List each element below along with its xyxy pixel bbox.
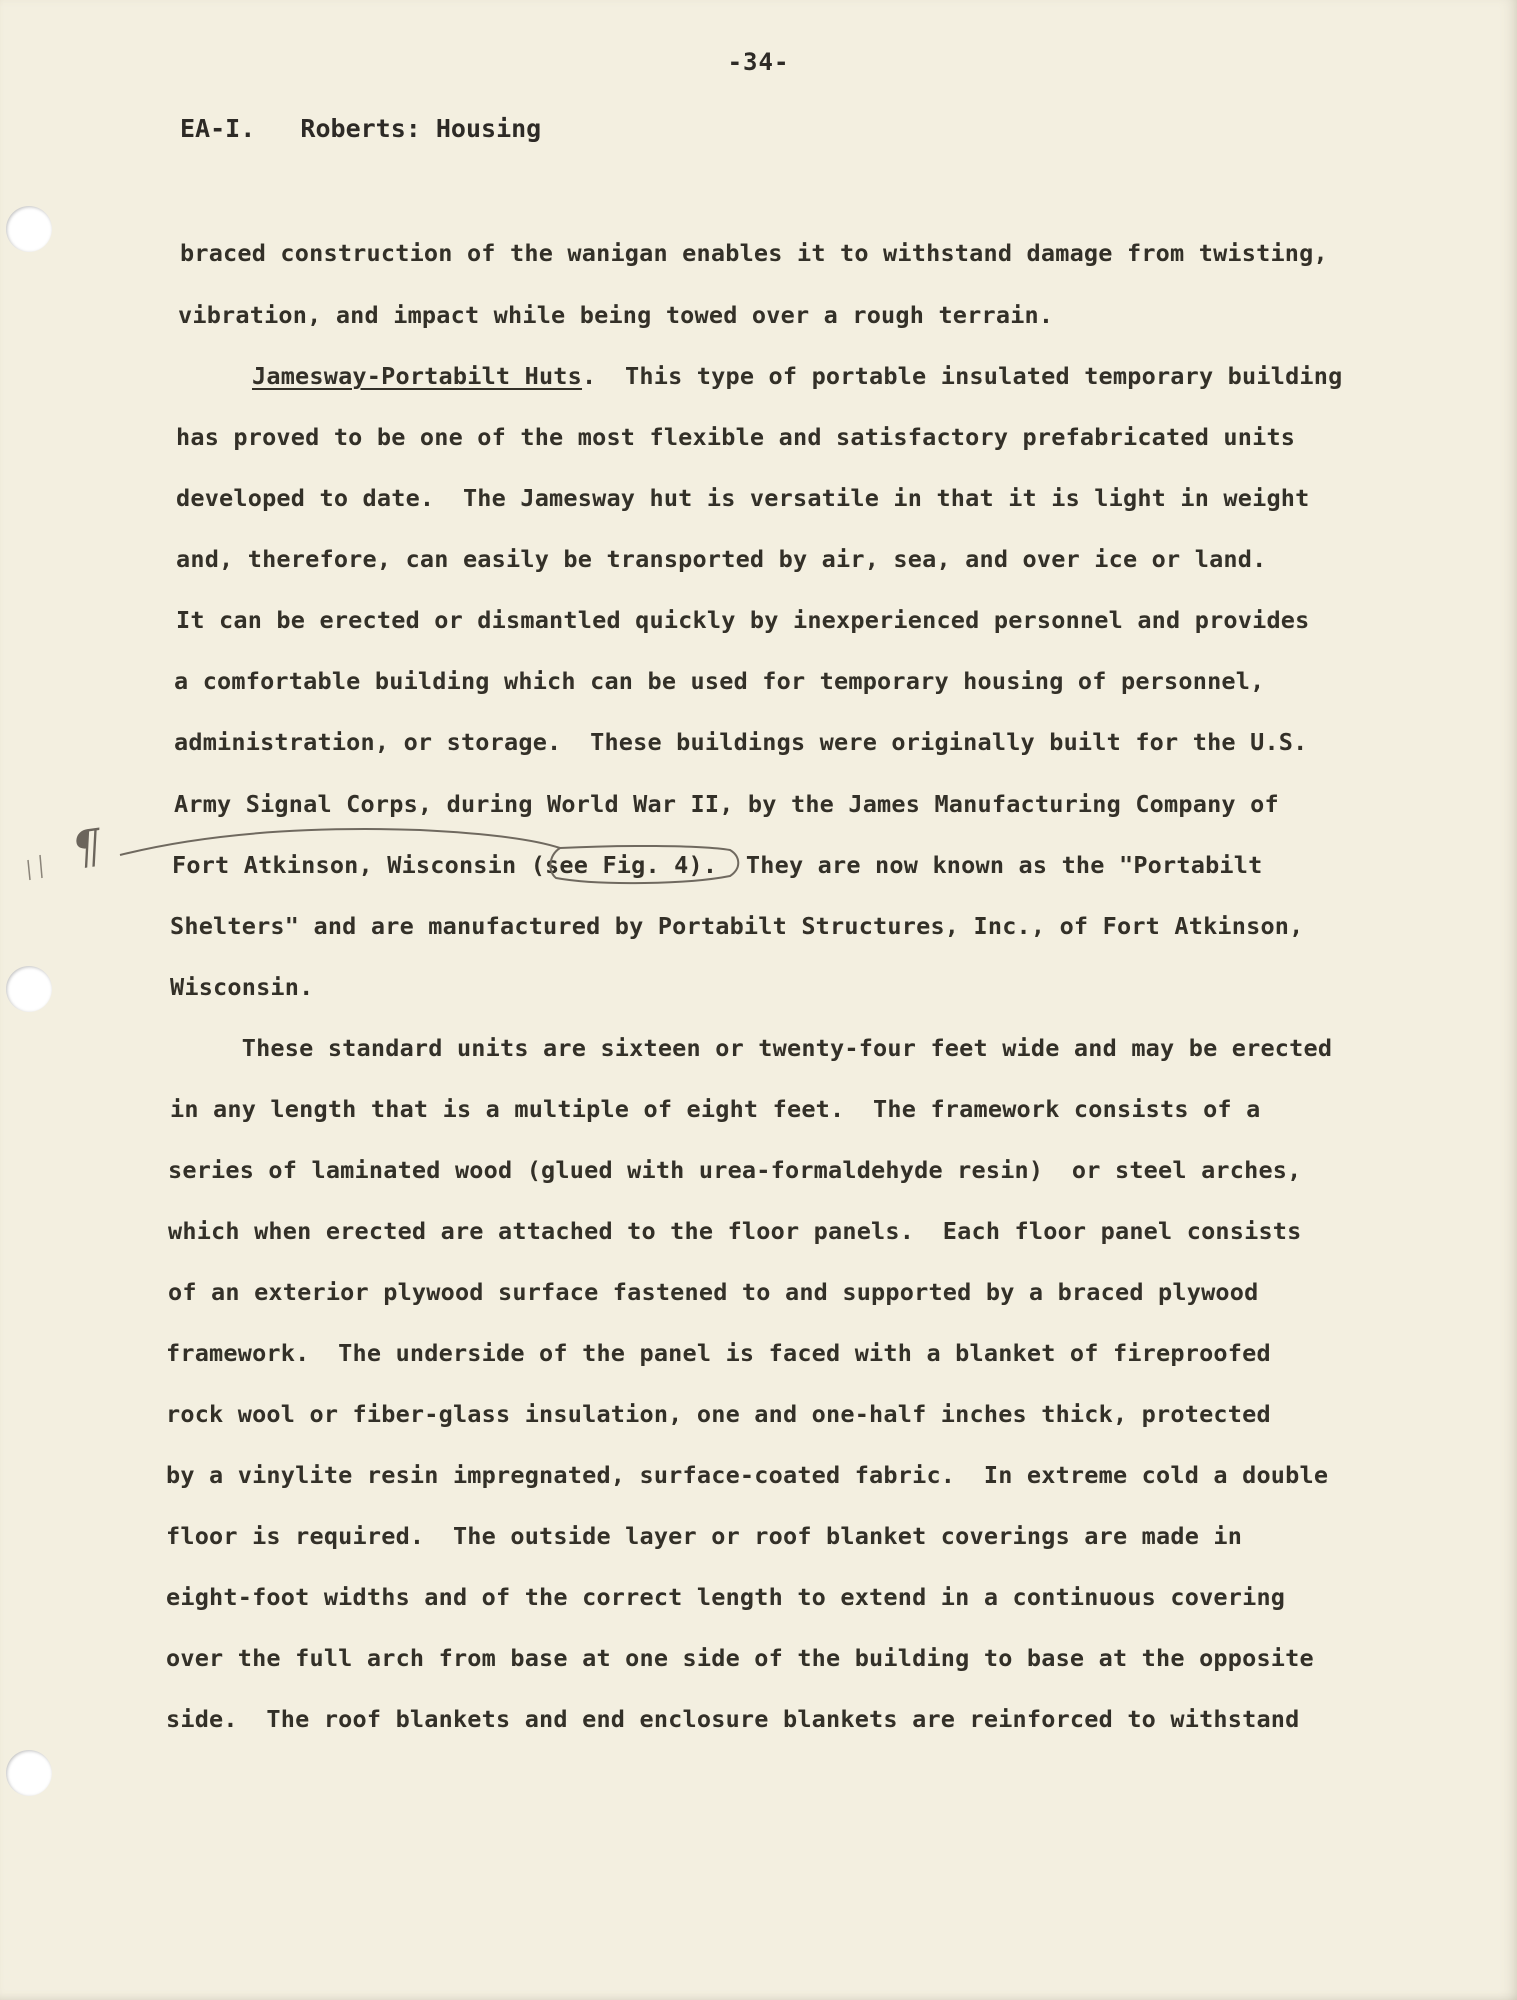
text-line-continuation: . This type of portable insulated temporary building <box>582 362 1343 390</box>
paragraph-mark-annotation: ¶ <box>68 818 105 876</box>
text-line: braced construction of the wanigan enables it to withstand damage from twisting, <box>180 239 1328 267</box>
punch-hole-bottom <box>6 1750 52 1796</box>
text-line: of an exterior plywood surface fastened to and supported by a braced plywood <box>168 1278 1259 1306</box>
text-line: framework. The underside of the panel is faced with a blanket of fireproofed <box>166 1339 1271 1367</box>
text-line: administration, or storage. These buildings were originally built for the U.S. <box>174 728 1308 756</box>
text-line: in any length that is a multiple of eight feet. The framework consists of a <box>170 1095 1261 1123</box>
text-line: series of laminated wood (glued with urea-formaldehyde resin) or steel arches, <box>168 1156 1302 1184</box>
section-heading-line <box>252 361 1342 391</box>
text-line: Army Signal Corps, during World War II, by the James Manufacturing Company of <box>174 790 1279 818</box>
text-line: vibration, and impact while being towed over a rough terrain. <box>178 301 1054 329</box>
text-line: has proved to be one of the most flexible and satisfactory prefabricated units <box>176 423 1296 451</box>
text-line: It can be erected or dismantled quickly by inexperienced personnel and provides <box>176 606 1310 634</box>
text-line: developed to date. The Jamesway hut is versatile in that it is light in weight <box>176 484 1310 512</box>
text-line: rock wool or fiber-glass insulation, one and one-half inches thick, protected <box>166 1400 1271 1428</box>
running-head: EA-I. Roberts: Housing <box>180 114 542 143</box>
text-line: over the full arch from base at one side of the building to base at the opposite <box>166 1644 1314 1672</box>
punch-hole-middle <box>6 966 52 1012</box>
text-line: Wisconsin. <box>170 973 314 1001</box>
text-line: and, therefore, can easily be transported by air, sea, and over ice or land. <box>176 545 1267 573</box>
text-line: side. The roof blankets and end enclosure blankets are reinforced to withstand <box>166 1705 1300 1733</box>
text-line: These standard units are sixteen or twenty-four feet wide and may be erected <box>170 1034 1333 1062</box>
text-line: floor is required. The outside layer or roof blanket coverings are made in <box>166 1522 1243 1550</box>
text-line: a comfortable building which can be used for temporary housing of personnel, <box>174 667 1265 695</box>
text-line: by a vinylite resin impregnated, surface-coated fabric. In extreme cold a double <box>166 1461 1329 1489</box>
text-line: which when erected are attached to the floor panels. Each floor panel consists <box>168 1217 1302 1245</box>
text-line: Shelters" and are manufactured by Portabilt Structures, Inc., of Fort Atkinson, <box>170 912 1304 940</box>
page-number: -34- <box>727 48 790 76</box>
text-line: Fort Atkinson, Wisconsin (see Fig. 4). They are now known as the "Portabilt <box>172 851 1263 879</box>
section-heading: Jamesway-Portabilt Huts <box>252 362 583 390</box>
punch-hole-top <box>6 206 52 252</box>
text-line: eight-foot widths and of the correct length to extend in a continuous covering <box>166 1583 1286 1611</box>
